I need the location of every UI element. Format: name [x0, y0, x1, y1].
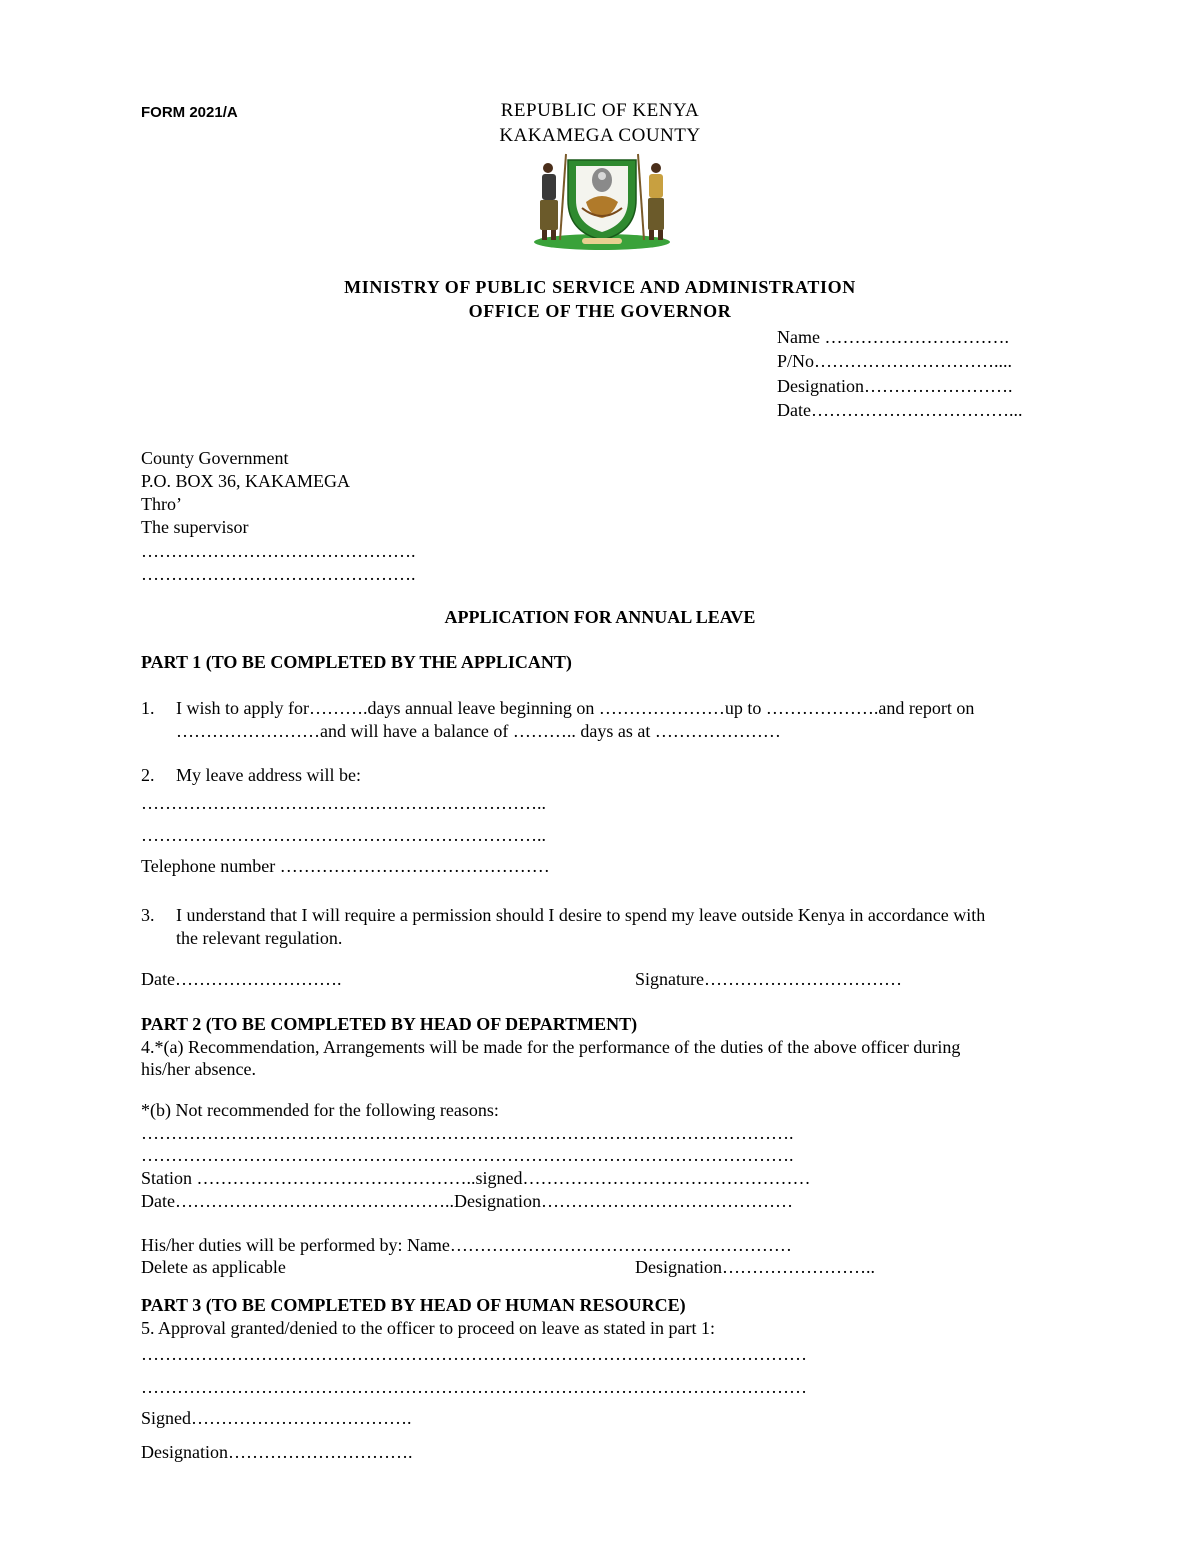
item1 — [141, 697, 974, 719]
date-designation-field[interactable]: Date………………………………………..Designation…………………………………… — [141, 1191, 793, 1211]
address-line: P.O. BOX 36, KAKAMEGA — [141, 471, 351, 491]
name-field[interactable]: Name …………………………. — [777, 327, 1009, 347]
recommendation-line: 4.*(a) Recommendation, Arrangements will be made for the performance of the duties of the above officer during — [141, 1037, 961, 1057]
item3-line1: I understand that I will require a permission should I desire to spend my leave outside Kenya in accordance with — [176, 905, 986, 925]
duties-performed-by-field[interactable]: His/her duties will be performed by: Name………………………………………………… — [141, 1235, 792, 1255]
approval-blank[interactable]: ………………………………………………………………………………………………… — [141, 1377, 807, 1397]
item2 — [141, 764, 361, 786]
address-line: The supervisor — [141, 517, 249, 537]
signed-field[interactable]: Signed………………………………. — [141, 1408, 412, 1428]
coat-of-arms-emblem — [528, 150, 676, 250]
approval-line: 5. Approval granted/denied to the officer to proceed on leave as stated in part 1: — [141, 1318, 715, 1338]
address-line: Thro’ — [141, 494, 182, 514]
item3-number: 3. — [141, 905, 155, 925]
part3-designation-field[interactable]: Designation…………………………. — [141, 1442, 413, 1462]
reasons-blank[interactable]: ………………………………………………………………………………………………. — [141, 1145, 794, 1165]
station-signed-field[interactable]: Station ………………………………………..signed………………………………………… — [141, 1168, 811, 1188]
part1-date-field[interactable]: Date………………………. — [141, 969, 342, 989]
item1-line1[interactable]: I wish to apply for……….days annual leave beginning on …………………up to ……………….and report on — [176, 698, 975, 718]
designation-field[interactable]: Designation……………………. — [777, 376, 1013, 396]
leave-address-blank[interactable]: ………………………………………………………….. — [141, 793, 546, 813]
part1-signature-field[interactable]: Signature…………………………… — [635, 969, 902, 989]
address-line: County Government — [141, 448, 289, 468]
supervisor-blank[interactable]: ………………………………………. — [141, 564, 416, 584]
office-title: OFFICE OF THE GOVERNOR — [468, 301, 732, 321]
approval-blank[interactable]: ………………………………………………………………………………………………… — [141, 1344, 807, 1364]
item2-number: 2. — [141, 765, 155, 785]
county-title: KAKAMEGA COUNTY — [499, 125, 701, 146]
form-code: FORM 2021/A — [141, 104, 238, 121]
ministry-title: MINISTRY OF PUBLIC SERVICE AND ADMINISTRATION — [344, 277, 856, 297]
reasons-blank[interactable]: ………………………………………………………………………………………………. — [141, 1123, 794, 1143]
form-title: APPLICATION FOR ANNUAL LEAVE — [444, 607, 756, 627]
item3-line2: the relevant regulation. — [176, 928, 343, 948]
delete-note: Delete as applicable — [141, 1257, 286, 1277]
recommendation-line: his/her absence. — [141, 1059, 256, 1079]
item2-text: My leave address will be: — [176, 765, 361, 785]
not-recommended-line: *(b) Not recommended for the following reasons: — [141, 1100, 499, 1120]
pno-field[interactable]: P/No………………………….... — [777, 351, 1013, 371]
republic-title: REPUBLIC OF KENYA — [500, 100, 700, 121]
part1-heading: PART 1 (TO BE COMPLETED BY THE APPLICANT) — [141, 652, 572, 672]
leave-address-blank[interactable]: ………………………………………………………….. — [141, 825, 546, 845]
item3 — [141, 904, 985, 926]
supervisor-blank[interactable]: ………………………………………. — [141, 541, 416, 561]
date-field[interactable]: Date……………………………... — [777, 400, 1023, 420]
part3-heading: PART 3 (TO BE COMPLETED BY HEAD OF HUMAN RESOURCE) — [141, 1295, 686, 1315]
part2-heading: PART 2 (TO BE COMPLETED BY HEAD OF DEPARTMENT) — [141, 1014, 638, 1034]
part2-designation-field[interactable]: Designation…………………….. — [635, 1257, 875, 1277]
item1-number: 1. — [141, 698, 155, 718]
telephone-field[interactable]: Telephone number ……………………………………… — [141, 856, 550, 876]
item1-line2[interactable]: ……………………and will have a balance of ……….. days as at ………………… — [176, 721, 781, 741]
